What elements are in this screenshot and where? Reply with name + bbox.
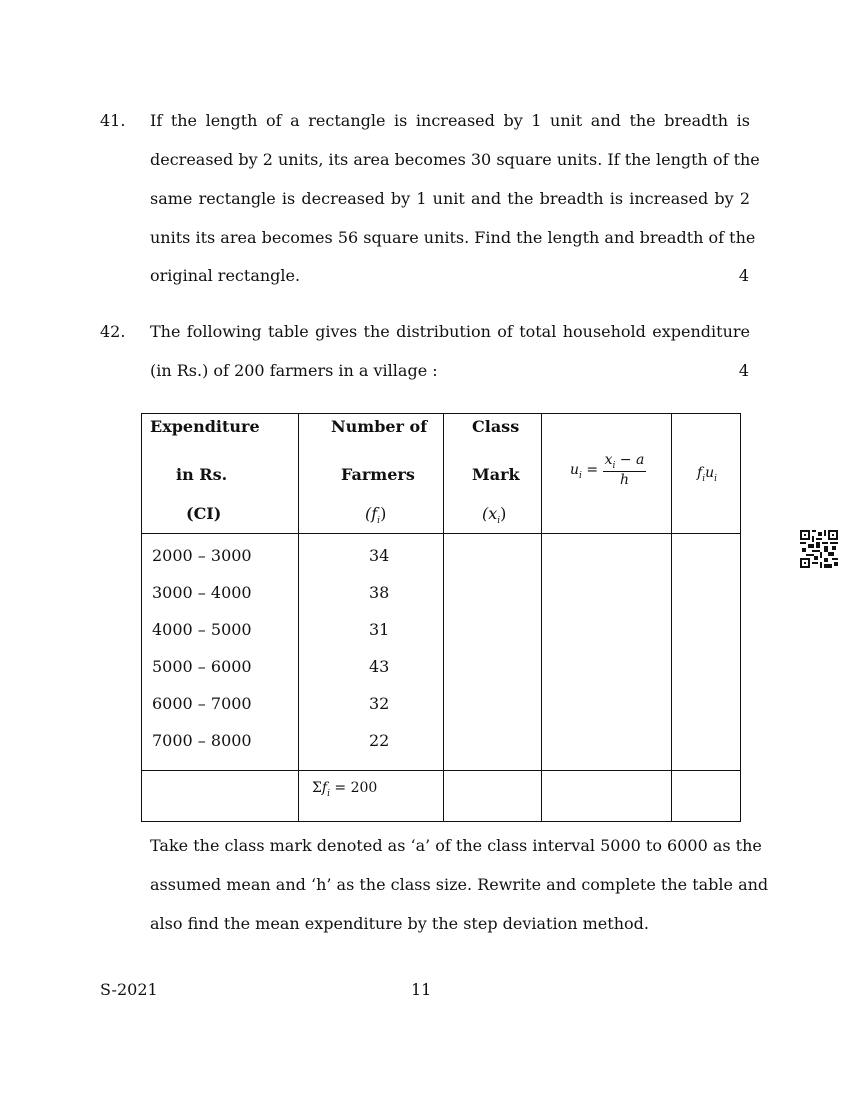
question-42-number: 42. — [100, 322, 126, 341]
table-row-ci: 2000 – 3000 — [152, 546, 252, 565]
table-row-ci: 6000 – 7000 — [152, 694, 252, 713]
q41-line-3: same rectangle is decreased by 1 unit and the breadth is increased by 2 — [150, 189, 750, 208]
table-row-f: 22 — [369, 731, 390, 750]
table-row-ci: 7000 – 8000 — [152, 731, 252, 750]
table-col-divider — [541, 414, 542, 821]
header-number-of: Number of — [331, 417, 428, 436]
table-row-f: 32 — [369, 694, 390, 713]
table-row-ci: 5000 – 6000 — [152, 657, 252, 676]
table-row-f: 38 — [369, 583, 390, 602]
header-farmers: Farmers — [341, 465, 415, 484]
page-number: 11 — [411, 980, 432, 999]
q41-marks: 4 — [738, 266, 749, 285]
table-row-ci: 3000 – 4000 — [152, 583, 252, 602]
table-col-divider — [443, 414, 444, 821]
ui-fraction: $\frac{x_i - a}{h}$ — [604, 452, 645, 488]
header-fi: $(f_i)$ — [365, 504, 387, 526]
table-col-divider — [671, 414, 672, 821]
q42-after-line-1: Take the class mark denoted as ‘a’ of the class interval 5000 to 6000 as the — [150, 836, 762, 855]
header-expenditure: Expenditure — [150, 417, 260, 436]
header-fiui: $f_iu_i$ — [697, 465, 717, 484]
header-ui-formula: $u_i$ = $\frac{x_i - a}{h}$ — [570, 452, 645, 488]
table-row-ci: 4000 – 5000 — [152, 620, 252, 639]
q42-line-1: The following table gives the distribution of total household expenditure — [150, 322, 750, 341]
q41-line-4: units its area becomes 56 square units. Find the length and breadth of the — [150, 228, 756, 247]
header-class: Class — [472, 417, 520, 436]
question-41-number: 41. — [100, 111, 126, 130]
table-row-f: 31 — [369, 620, 390, 639]
q42-marks: 4 — [738, 361, 749, 380]
table-header-divider — [142, 533, 740, 534]
q41-line-5: original rectangle. — [150, 266, 301, 285]
qr-code-icon — [800, 530, 838, 568]
header-in-rs: in Rs. — [176, 465, 228, 484]
paper-code: S-2021 — [100, 980, 158, 999]
table-total-sum-f: $\Sigma f_i = 200$ — [312, 780, 378, 799]
table-col-divider — [298, 414, 299, 821]
table-row-f: 34 — [369, 546, 390, 565]
header-xi: $(x_i)$ — [482, 504, 507, 526]
table-total-divider — [142, 770, 740, 771]
q42-after-line-3: also find the mean expenditure by the step deviation method. — [150, 914, 649, 933]
q42-line-2: (in Rs.) of 200 farmers in a village : — [150, 361, 438, 380]
q41-line-1: If the length of a rectangle is increased by 1 unit and the breadth is — [150, 111, 750, 130]
expenditure-table — [141, 413, 741, 822]
header-ci: (CI) — [186, 504, 222, 523]
header-mark: Mark — [472, 465, 520, 484]
q42-after-line-2: assumed mean and ‘h’ as the class size. Rewrite and complete the table and — [150, 875, 769, 894]
q41-line-2: decreased by 2 units, its area becomes 30 square units. If the length of the — [150, 150, 760, 169]
table-row-f: 43 — [369, 657, 390, 676]
